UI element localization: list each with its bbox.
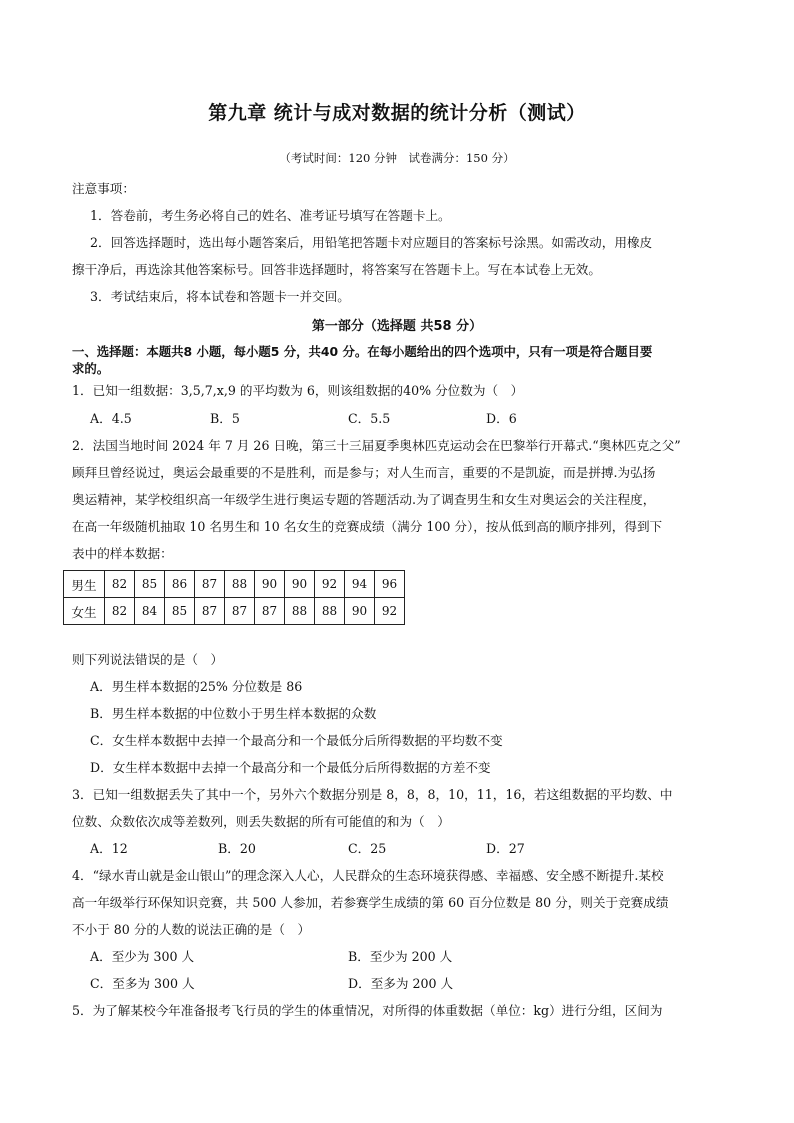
option-c: C．至多为 300 人	[90, 976, 195, 991]
table-cell: 82	[105, 571, 135, 598]
table-cell: 85	[165, 598, 195, 625]
table-cell: 86	[165, 571, 195, 598]
option-a: A．至少为 300 人	[90, 949, 195, 964]
section-instruction: 求的。	[72, 361, 110, 376]
option-a: A．12	[90, 841, 128, 856]
table-row	[64, 598, 405, 625]
notice-item: 擦干净后，再选涂其他答案标号。回答非选择题时，将答案写在答题卡上。写在本试卷上无效。	[72, 262, 601, 277]
table-cell: 90	[345, 598, 375, 625]
question-2-stem: 2．法国当地时间 2024 年 7 月 26 日晚，第三十三届夏季奥林匹克运动会在巴黎举行开幕式.“奥林匹克之父”	[72, 438, 681, 453]
table-row	[64, 571, 405, 598]
table-cell: 87	[195, 598, 225, 625]
table-cell: 88	[315, 598, 345, 625]
question-4-stem: 4．“绿水青山就是金山银山”的理念深入人心，人民群众的生态环境获得感、幸福感、安全感不断提升.某校	[72, 868, 664, 883]
exam-info: （考试时间：120 分钟 试卷满分：150 分）	[279, 151, 515, 165]
table-cell: 96	[375, 571, 405, 598]
row-label: 女生	[64, 598, 105, 625]
question-2-stem: 顾拜旦曾经说过，奥运会最重要的不是胜利，而是参与；对人生而言，重要的不是凯旋，而是拼搏.为弘扬	[72, 465, 656, 480]
question-1-stem: 1．已知一组数据：3,5,7,x,9 的平均数为 6，则该组数据的40% 分位数为（ ）	[72, 383, 524, 398]
table-cell: 85	[135, 571, 165, 598]
table-cell: 88	[285, 598, 315, 625]
section-title: 第一部分（选择题 共58 分）	[311, 319, 483, 334]
table-cell: 87	[255, 598, 285, 625]
question-2-stem: 在高一年级随机抽取 10 名男生和 10 名女生的竞赛成绩（满分 100 分），按从低到高的顺序排列，得到下	[72, 519, 663, 534]
question-2-prompt: 则下列说法错误的是（ ）	[72, 652, 224, 667]
notice-item: 2．回答选择题时，选出每小题答案后，用铅笔把答题卡对应题目的答案标号涂黑。如需改动，用橡皮	[90, 235, 653, 250]
question-2-stem: 奥运精神，某学校组织高一年级学生进行奥运专题的答题活动.为了调查男生和女生对奥运会的关注程度，	[72, 492, 656, 507]
option-b: B．5	[210, 411, 240, 426]
option-d: D．女生样本数据中去掉一个最高分和一个最低分后所得数据的方差不变	[90, 760, 491, 775]
question-3-stem: 位数、众数依次成等差数列，则丢失数据的所有可能值的和为（ ）	[72, 814, 450, 829]
table-cell: 90	[255, 571, 285, 598]
table-cell: 88	[225, 571, 255, 598]
notice-item: 1．答卷前，考生务必将自己的姓名、准考证号填写在答题卡上。	[90, 208, 451, 223]
score-table	[63, 570, 405, 625]
option-d: D．至多为 200 人	[348, 976, 454, 991]
option-c: C．女生样本数据中去掉一个最高分和一个最低分后所得数据的平均数不变	[90, 733, 503, 748]
row-label: 男生	[64, 571, 105, 598]
option-c: C．5.5	[348, 411, 391, 426]
question-4-stem: 不小于 80 分的人数的说法正确的是（ ）	[72, 922, 311, 937]
table-cell: 87	[195, 571, 225, 598]
option-b: B．男生样本数据的中位数小于男生样本数据的众数	[90, 706, 377, 721]
table-cell: 82	[105, 598, 135, 625]
page-title: 第九章 统计与成对数据的统计分析（测试）	[208, 102, 586, 124]
question-4-stem: 高一年级举行环保知识竞赛，共 500 人参加，若参赛学生成绩的第 60 百分位数是 80 分，则关于竞赛成绩	[72, 895, 669, 910]
table-cell: 92	[375, 598, 405, 625]
option-a: A．4.5	[90, 411, 132, 426]
notice-heading: 注意事项：	[72, 181, 135, 196]
table-cell: 92	[315, 571, 345, 598]
section-instruction: 一、选择题：本题共8 小题，每小题5 分，共40 分。在每小题给出的四个选项中，只有一项是符合题目要	[72, 344, 653, 359]
table-cell: 84	[135, 598, 165, 625]
option-c: C．25	[348, 841, 387, 856]
table-cell: 94	[345, 571, 375, 598]
option-a: A．男生样本数据的25% 分位数是 86	[90, 679, 303, 694]
option-b: B．至少为 200 人	[348, 949, 453, 964]
table-cell: 90	[285, 571, 315, 598]
question-5-stem: 5．为了解某校今年准备报考飞行员的学生的体重情况，对所得的体重数据（单位：kg）进行分组，区间为	[72, 1003, 663, 1018]
option-d: D．6	[486, 411, 517, 426]
option-b: B．20	[218, 841, 256, 856]
option-d: D．27	[486, 841, 525, 856]
question-2-stem: 表中的样本数据：	[72, 546, 173, 561]
notice-item: 3．考试结束后，将本试卷和答题卡一并交回。	[90, 289, 350, 304]
table-cell: 87	[225, 598, 255, 625]
question-3-stem: 3．已知一组数据丢失了其中一个，另外六个数据分别是 8，8，8，10，11，16，若这组数据的平均数、中	[72, 787, 673, 802]
